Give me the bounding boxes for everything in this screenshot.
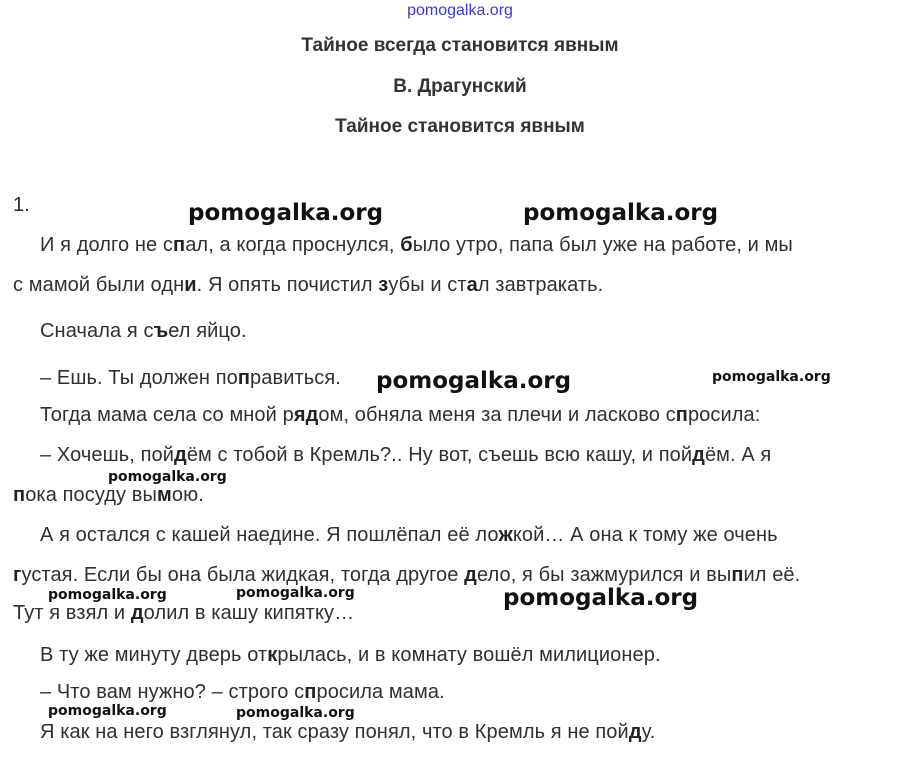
page-title: Тайное всегда становится явным [301,35,619,56]
text-line-6: – Хочешь, пойдём с тобой в Кремль?.. Ну вот, съешь всю кашу, и пойдём. А я [40,444,772,466]
section-number: 1. [13,194,30,216]
text-line-7: пока посуду вымою. [13,484,204,506]
text-line-8: А я остался с кашей наедине. Я пошлёпал её ложкой… А она к тому же очень [40,524,778,546]
text-line-2: с мамой были одни. Я опять почистил зубы и стал завтракать. [13,274,604,296]
story-subtitle: Тайное становится явным [335,116,585,137]
watermark: pomogalka.org [188,200,384,226]
watermark: pomogalka.org [376,368,572,394]
text-line-13: Я как на него взглянул, так сразу понял, что в Кремль я не пойду. [40,721,656,743]
watermark: pomogalka.org [48,587,167,603]
site-header-link[interactable]: pomogalka.org [407,2,513,19]
text-line-9: густая. Если бы она была жидкая, тогда другое дело, я бы зажмурился и выпил её. [13,564,801,586]
text-line-4: – Ешь. Ты должен поправиться. [40,367,341,389]
author-name: В. Драгунский [393,76,527,97]
text-line-5: Тогда мама села со мной рядом, обняла меня за плечи и ласково спросила: [40,404,761,426]
text-line-1: И я долго не спал, а когда проснулся, было утро, папа был уже на работе, и мы [40,234,793,256]
watermark: pomogalka.org [236,585,355,601]
text-line-11: В ту же минуту дверь открылась, и в комнату вошёл милиционер. [40,644,661,666]
text-line-10: Тут я взял и долил в кашу кипятку… [13,602,355,624]
text-line-3: Сначала я съел яйцо. [40,320,247,342]
watermark: pomogalka.org [503,585,699,611]
watermark: pomogalka.org [712,369,831,385]
watermark: pomogalka.org [236,705,355,721]
watermark: pomogalka.org [523,200,719,226]
watermark: pomogalka.org [108,469,227,485]
watermark: pomogalka.org [48,703,167,719]
text-line-12: – Что вам нужно? – строго спросила мама. [40,681,445,703]
